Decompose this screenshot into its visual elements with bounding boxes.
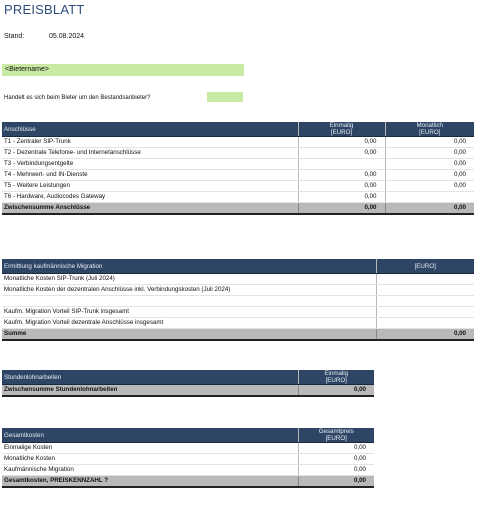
value-cell[interactable] — [376, 285, 474, 296]
once-cell[interactable]: 0,00 — [298, 192, 385, 203]
once-cell[interactable] — [298, 159, 385, 170]
value-cell[interactable] — [376, 307, 474, 318]
table-row — [2, 443, 374, 454]
month-cell[interactable]: 0,00 — [385, 148, 474, 159]
migration-title: Ermittlung kaufmännische Migration — [2, 259, 376, 274]
page-title: PREISBLATT — [4, 2, 85, 17]
col-einmalig: Einmalig [EURO] — [298, 370, 374, 385]
table-row — [2, 307, 474, 318]
row-label: Einmalige Kosten — [2, 443, 298, 454]
once-cell[interactable]: 0,00 — [298, 181, 385, 192]
table-row — [2, 465, 374, 476]
bestandsanbieter-question: Handelt es sich beim Bieter um den Bestandsanbieter? — [4, 95, 151, 101]
subtotal-label: Zwischensumme Anschlüsse — [2, 203, 298, 215]
table-row — [2, 181, 474, 192]
table-row — [2, 159, 474, 170]
row-label: T5 - Weitere Leistungen — [2, 181, 298, 192]
row-label: Kaufmännische Migration — [2, 465, 298, 476]
row-label: Kaufm. Migration Vorteil dezentrale Anschlüsse insgesamt — [2, 318, 376, 329]
table-row — [2, 192, 474, 203]
month-cell[interactable]: 0,00 — [385, 181, 474, 192]
total-label: Gesamtkosten, PREISKENNZAHL ? — [2, 476, 298, 488]
month-cell[interactable] — [385, 192, 474, 203]
row-label: T1 - Zentraler SIP-Trunk — [2, 137, 298, 148]
table-row — [2, 296, 474, 307]
bestandsanbieter-answer-field[interactable] — [207, 92, 243, 102]
table-row — [2, 274, 474, 285]
table-row — [2, 137, 474, 148]
migration-table — [2, 259, 474, 341]
bieter-name-field[interactable]: <Bietername> — [2, 64, 244, 76]
value-cell[interactable] — [376, 274, 474, 285]
once-cell[interactable]: 0,00 — [298, 137, 385, 148]
col-gesamtpreis: Gesamtpreis [EURO] — [298, 428, 374, 443]
total-value: 0,00 — [298, 476, 374, 488]
row-label — [2, 296, 376, 307]
row-label: T2 - Dezentrale Telefonie- und Internetanschlüsse — [2, 148, 298, 159]
table-row — [2, 170, 474, 181]
subtotal-month: 0,00 — [385, 203, 474, 215]
value-cell[interactable] — [376, 296, 474, 307]
row-label: T4 - Mehrwert- und IN-Dienste — [2, 170, 298, 181]
col-einmalig: Einmalig [EURO] — [298, 122, 385, 137]
stunden-header — [2, 370, 374, 385]
table-row — [2, 148, 474, 159]
subtotal-row — [2, 385, 374, 397]
subtotal-label: Zwischensumme Stundenlohnarbeiten — [2, 385, 298, 397]
table-row — [2, 454, 374, 465]
row-label: Monatliche Kosten der dezentralen Anschlüsse inkl. Verbindungskosten (Juli 2024) — [2, 285, 376, 296]
row-label: Monatliche Kosten — [2, 454, 298, 465]
stunden-title: Stundenlohnarbeiten — [2, 370, 298, 385]
month-cell[interactable]: 0,00 — [385, 159, 474, 170]
subtotal-row — [2, 203, 474, 215]
subtotal-once: 0,00 — [298, 203, 385, 215]
month-cell[interactable]: 0,00 — [385, 137, 474, 148]
stand-label: Stand: — [4, 33, 25, 40]
sum-row — [2, 329, 474, 341]
once-cell[interactable]: 0,00 — [298, 170, 385, 181]
gesamt-header — [2, 428, 374, 443]
stand-date: 05.08.2024 — [49, 33, 85, 40]
anschluesse-title: Anschlüsse — [2, 122, 298, 137]
sum-label: Summe — [2, 329, 376, 341]
subtotal-value: 0,00 — [298, 385, 374, 397]
month-cell[interactable]: 0,00 — [385, 170, 474, 181]
table-row — [2, 285, 474, 296]
row-label: Kaufm. Migration Vorteil SIP-Trunk insgesamt — [2, 307, 376, 318]
migration-header — [2, 259, 474, 274]
once-cell[interactable]: 0,00 — [298, 148, 385, 159]
anschluesse-table — [2, 122, 474, 215]
sum-value: 0,00 — [376, 329, 474, 341]
anschluesse-header — [2, 122, 474, 137]
col-euro: [EURO] — [376, 259, 474, 274]
total-row — [2, 476, 374, 488]
value-cell: 0,00 — [298, 454, 374, 465]
col-monatlich: Monatlich [EURO] — [385, 122, 474, 137]
stunden-table — [2, 370, 374, 397]
row-label: Monatliche Kosten SIP-Trunk (Juli 2024) — [2, 274, 376, 285]
value-cell: 0,00 — [298, 465, 374, 476]
value-cell: 0,00 — [298, 443, 374, 454]
gesamt-title: Gesamtkosten — [2, 428, 298, 443]
gesamt-table — [2, 428, 374, 488]
value-cell[interactable] — [376, 318, 474, 329]
row-label: T3 - Verbindungsentgelte — [2, 159, 298, 170]
table-row — [2, 318, 474, 329]
row-label: T6 - Hardware, Audiocodes Gateway — [2, 192, 298, 203]
